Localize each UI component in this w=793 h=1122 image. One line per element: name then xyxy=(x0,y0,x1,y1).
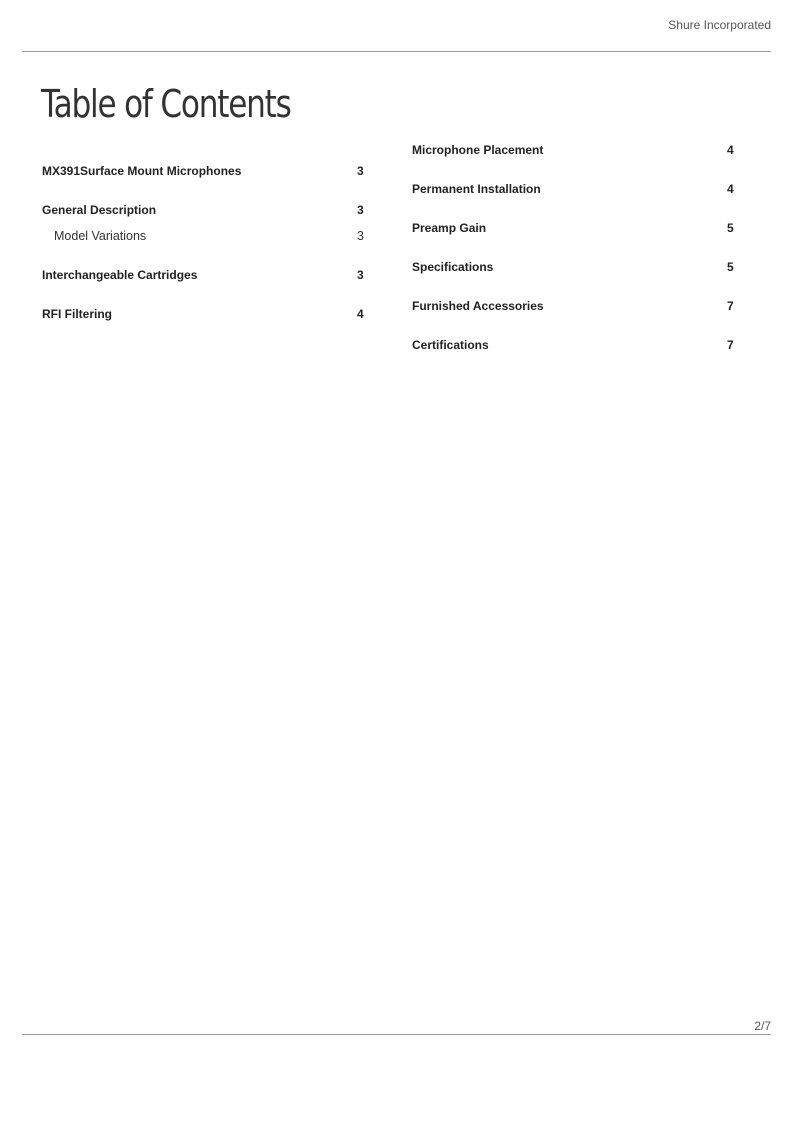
toc-entry-page: 4 xyxy=(727,182,734,196)
toc-entry-label: RFI Filtering xyxy=(42,307,112,321)
toc-entry-page: 4 xyxy=(727,143,734,157)
toc-entry-label: Model Variations xyxy=(54,229,147,243)
toc-entry-page: 3 xyxy=(357,268,364,282)
toc-entry-label: Certifications xyxy=(412,338,489,352)
toc-entry-page: 7 xyxy=(727,299,734,313)
footer-divider xyxy=(22,1034,771,1035)
toc-entry-page: 3 xyxy=(357,229,364,243)
page-number: 2/7 xyxy=(754,1019,771,1033)
toc-entry-label: Permanent Installation xyxy=(412,182,541,196)
toc-entry-label: Preamp Gain xyxy=(412,221,487,235)
header-divider xyxy=(22,51,771,52)
toc-entry-page: 7 xyxy=(727,338,734,352)
toc-entry-label: MX391Surface Mount Microphones xyxy=(42,164,242,178)
toc-entry-page: 3 xyxy=(357,164,364,178)
toc-entry-label: Interchangeable Cartridges xyxy=(42,268,198,282)
page-title: Table of Contents xyxy=(41,82,291,126)
toc-entry-label: Specifications xyxy=(412,260,494,274)
toc-entry-label: Furnished Accessories xyxy=(412,299,544,313)
toc-entry-page: 3 xyxy=(357,203,364,217)
toc-entry-page: 5 xyxy=(727,221,734,235)
toc-entry-label: Microphone Placement xyxy=(412,143,544,157)
toc-entry-label: General Description xyxy=(42,203,157,217)
toc-entry-page: 5 xyxy=(727,260,734,274)
toc-entry-page: 4 xyxy=(357,307,364,321)
header-company-name: Shure Incorporated xyxy=(668,18,771,32)
